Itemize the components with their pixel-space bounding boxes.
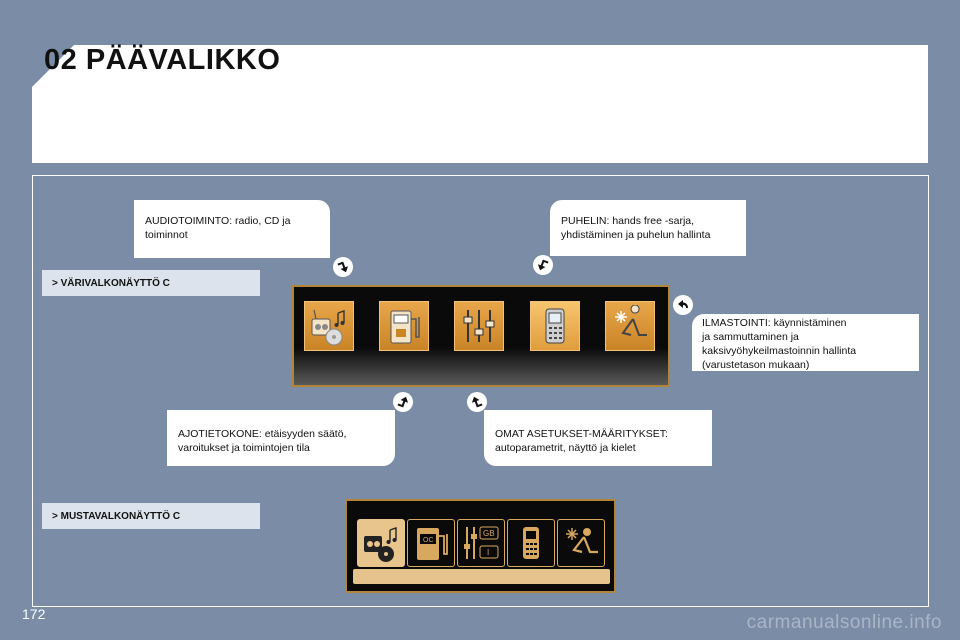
section-color-display: > VÄRIVALKONÄYTTÖ C [42,270,260,296]
callout-phone-line-2: yhdistäminen ja puhelun hallinta [561,229,711,241]
mobile-phone-icon[interactable] [507,519,555,567]
callout-audio [134,200,330,258]
fuel-badge-text: OC [423,537,434,544]
mobile-phone-icon[interactable] [530,301,580,351]
arrow-return-icon [673,295,693,315]
page-title: 02 PÄÄVALIKKO [44,44,281,76]
sliders-icon[interactable] [454,301,504,351]
callout-trip-computer [167,410,395,466]
sliders-language-icon[interactable] [457,519,505,567]
callout-climate [692,314,919,371]
callout-audio-line-1: AUDIOTOIMINTO: radio, CD ja [145,215,291,227]
status-bar [353,569,610,584]
lang-gb-text: GB [483,529,495,538]
mono-display-screen [345,499,616,593]
callout-settings-line-1: OMAT ASETUKSET-MÄÄRITYKSET: [495,428,668,440]
arrow-up-left-icon [467,392,487,412]
section-mono-display: > MUSTAVALKONÄYTTÖ C [42,503,260,529]
audio-icon[interactable] [304,301,354,351]
arrow-up-right-icon [393,392,413,412]
lang-i-text: I [487,548,490,557]
climate-icon[interactable] [605,301,655,351]
audio-icon[interactable] [357,519,405,567]
callout-climate-line-3: kaksivyöhykeilmastoinnin hallinta [702,345,857,357]
callout-climate-line-4: (varustetason mukaan) [702,359,810,371]
fuel-pump-icon[interactable] [407,519,455,567]
callout-trip-line-2: varoitukset ja toimintojen tila [178,442,310,454]
arrow-down-right-icon [333,257,353,277]
callout-climate-line-1: ILMASTOINTI: käynnistäminen [702,317,847,329]
callout-audio-line-2: toiminnot [145,229,188,241]
callout-trip-line-1: AJOTIETOKONE: etäisyyden säätö, [178,428,347,440]
callout-climate-line-2: ja sammuttaminen ja [702,331,799,343]
fuel-pump-icon[interactable] [379,301,429,351]
callout-settings-line-2: autoparametrit, näyttö ja kielet [495,442,636,454]
climate-icon[interactable] [557,519,605,567]
watermark: carmanualsonline.info [746,612,942,633]
color-display-screen [292,285,670,387]
page-number: 172 [22,606,46,622]
callout-settings [484,410,712,466]
arrow-down-left-icon [533,255,553,275]
callout-phone [550,200,746,256]
callout-phone-line-1: PUHELIN: hands free -sarja, [561,215,695,227]
